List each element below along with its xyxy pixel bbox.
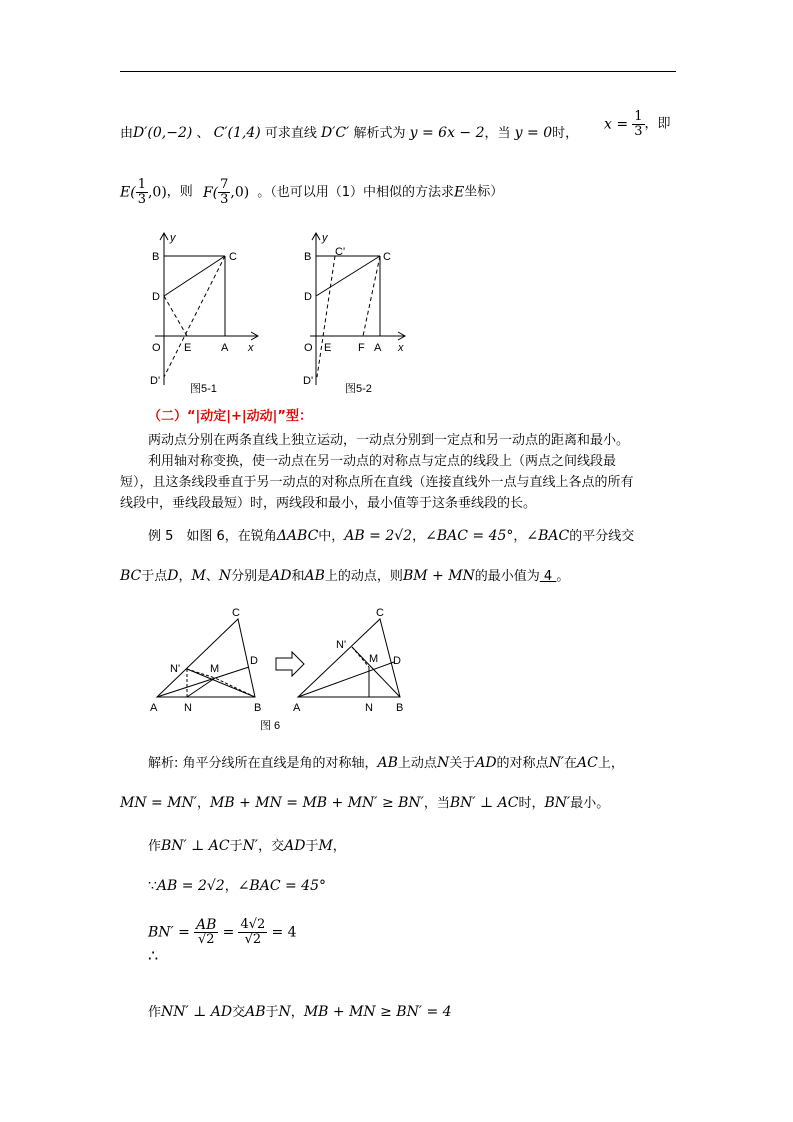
- segment-de: [164, 296, 187, 336]
- label-b: B: [304, 251, 312, 263]
- label-a: A: [221, 342, 229, 354]
- frac-e-den: 3: [137, 192, 146, 207]
- ex5-e: 的平分线交: [569, 529, 635, 544]
- because-symbol: ∵: [148, 878, 157, 894]
- ex5-j: 和: [291, 569, 305, 584]
- label-m-right: M: [369, 653, 379, 665]
- segment-bm-left: [215, 678, 255, 697]
- math-ab: AB = 2√2: [156, 878, 225, 894]
- text-shi: 时，: [552, 126, 579, 141]
- ex5-d: ，: [513, 529, 527, 544]
- paragraph-1: 两动点分别在两条直线上独立运动，一动点分别到一定点和另一动点的距离和最小。: [148, 433, 630, 448]
- caption-6: 图 6: [260, 720, 281, 732]
- math-m: M: [191, 568, 206, 584]
- label-nprime-right: N': [336, 639, 347, 651]
- frac-den: √2: [238, 932, 267, 947]
- ex5-k: 上的动点，则: [324, 569, 403, 584]
- text-jxs: 解析式为: [353, 126, 406, 141]
- math-nprime: N′: [548, 755, 564, 771]
- label-d-left: D: [250, 655, 258, 667]
- sol6-a: 作: [148, 1005, 162, 1020]
- math-cprime: C′(1,4): [213, 125, 261, 141]
- ex5-l: 的最小值为: [474, 569, 540, 584]
- label-c-right: C: [376, 607, 384, 619]
- frac-f-den: 3: [220, 192, 229, 207]
- math-ad: AD: [284, 838, 306, 854]
- label-f: F: [358, 342, 365, 354]
- arrow-transform: [276, 652, 304, 676]
- math-note-e: E: [454, 184, 465, 201]
- label-cprime: C': [335, 246, 346, 258]
- sol3-g: 于: [305, 839, 319, 854]
- math-angle2: ∠BAC: [526, 528, 570, 544]
- math-f-post: ,0): [230, 184, 250, 201]
- math-ab: AB = 2√2: [344, 528, 413, 544]
- figure-5-1: [140, 225, 270, 400]
- math-dc: D′C′: [321, 125, 350, 141]
- header-rule: [120, 71, 676, 72]
- frac-num: 1: [634, 109, 643, 124]
- text-ji: ，即: [644, 116, 671, 132]
- math-ac: AC: [577, 755, 598, 771]
- math-lhs: BN′ =: [148, 924, 190, 941]
- text-note-a: 。（也可以用（1）中相似的方法求: [257, 184, 455, 200]
- fraction-ab-sqrt2: [194, 918, 218, 947]
- label-y: y: [170, 232, 176, 244]
- math-ab2: AB: [304, 568, 325, 584]
- math-angle: ∠BAC = 45°: [425, 528, 514, 544]
- label-d: D: [152, 291, 160, 303]
- text-line-1-tail: [604, 110, 671, 139]
- frac-e-num: 1: [137, 177, 146, 192]
- text-line-1: [120, 125, 578, 142]
- sol1-f: 上，: [597, 756, 624, 771]
- paragraph-2a: 利用轴对称变换，使一动点在另一动点的对称点与定点的线段上（两点之间线段最: [148, 454, 617, 469]
- fraction-one-third: [632, 110, 644, 139]
- math-angle: ∠BAC = 45°: [237, 878, 326, 894]
- sol6-e: 于: [265, 1005, 279, 1020]
- triangle-right: [298, 619, 400, 697]
- frac-den: √2: [194, 932, 218, 947]
- fraction-e: [136, 178, 148, 207]
- ex5-b: 中，: [318, 529, 345, 544]
- math-bnprime: BN′: [544, 795, 571, 811]
- ex5-g: ，: [178, 569, 192, 584]
- section-title: （二）“|动定|+|动动|”型：: [148, 409, 312, 424]
- text-note-b: 坐标）: [464, 184, 504, 200]
- frac-f-num: 7: [220, 177, 229, 192]
- label-b-left: B: [254, 702, 262, 714]
- label-a-right: A: [293, 702, 301, 714]
- label-o: O: [152, 342, 161, 354]
- solution-line-6: [148, 1004, 452, 1021]
- math-e-pre: E(: [120, 184, 136, 201]
- math-triangle: ΔABC: [276, 528, 319, 544]
- math-n: N: [218, 568, 232, 584]
- label-c-left: C: [232, 607, 240, 619]
- label-m-left: M: [210, 663, 220, 675]
- label-b: B: [152, 251, 160, 263]
- paragraph-2b: 短），且这条线段垂直于另一动点的对称点所在直线（连接直线外一点与直线上各点的所有: [120, 475, 634, 490]
- math-expr: BM + MN: [402, 568, 475, 584]
- label-dprime: D': [303, 375, 314, 387]
- sol1-a: 解析: 角平分线所在直线是角的对称轴，: [148, 756, 378, 771]
- label-e: E: [184, 342, 192, 354]
- fraction-f: [218, 178, 230, 207]
- math-mn-eq: MN = MN′: [120, 795, 197, 811]
- math-f-pre: F(: [202, 184, 219, 201]
- label-e: E: [324, 342, 332, 354]
- solution-line-5: [148, 918, 297, 947]
- sol2-h: 最小。: [570, 796, 610, 811]
- math-rhs: = 4: [271, 924, 297, 941]
- math-ineq: MB + MN = MB + MN′ ≥ BN′: [210, 795, 424, 811]
- label-y: y: [322, 232, 328, 244]
- label-n-left: N: [184, 702, 192, 714]
- frac-num: 4√2: [240, 917, 266, 932]
- math-n: N: [436, 755, 450, 771]
- text-line-2: [120, 178, 503, 207]
- label-c: C: [229, 251, 237, 263]
- math-m: M: [318, 838, 333, 854]
- caption-5-1: 图5-1: [190, 383, 217, 395]
- label-a-left: A: [150, 702, 158, 714]
- frac-den: 3: [634, 124, 643, 139]
- caption-5-2: 图5-2: [345, 383, 372, 395]
- sol3-e: ，交: [258, 839, 285, 854]
- math-dprime: D′(0,−2): [133, 125, 193, 141]
- solution-line-1: [148, 755, 624, 772]
- ex5-a: 例 5 如图 6，在锐角: [148, 529, 277, 544]
- math-bc: BC: [120, 568, 142, 584]
- math-result: MB + MN ≥ BN′ = 4: [303, 1004, 452, 1020]
- sol1-e: 在: [564, 756, 578, 771]
- label-nprime-left: N': [170, 663, 181, 675]
- label-b-right: B: [396, 702, 404, 714]
- ex5-f: 于点: [141, 569, 168, 584]
- solution-line-2: [120, 795, 609, 812]
- ex5-h: 、: [205, 569, 219, 584]
- frac-num: AB: [196, 917, 217, 933]
- sol3-i: ，: [332, 839, 346, 854]
- figure-5-2: [295, 225, 425, 400]
- segment-dc: [316, 256, 380, 296]
- math-perp: NN′ ⊥ AD: [161, 1004, 233, 1020]
- bisector-right: [298, 662, 394, 697]
- sol4-b: ，: [224, 879, 238, 894]
- sol1-c: 关于: [449, 756, 476, 771]
- ex5-m: 。: [556, 569, 570, 584]
- label-dprime: D': [150, 375, 161, 387]
- label-x: x: [248, 342, 254, 354]
- text-sep: 、: [196, 126, 210, 141]
- example-5-line-1: [148, 528, 634, 545]
- text-you: 由: [120, 126, 134, 141]
- label-d: D: [304, 291, 312, 303]
- label-a: A: [374, 342, 382, 354]
- math-nprime: N′: [242, 838, 259, 854]
- sol6-g: ，: [290, 1005, 304, 1020]
- fraction-4sqrt2-sqrt2: [238, 918, 267, 947]
- text-kqzx: 可求直线: [264, 126, 317, 141]
- example-5-line-2: [120, 568, 569, 585]
- segment-cdprime: [164, 256, 225, 377]
- math-ad: AD: [270, 568, 292, 584]
- label-o: O: [304, 342, 313, 354]
- math-n: N: [278, 1004, 291, 1020]
- sol6-c: 交: [232, 1005, 246, 1020]
- math-perp: BN′ ⊥ AC: [161, 838, 230, 854]
- answer: 4: [539, 569, 557, 584]
- label-n-right: N: [365, 702, 373, 714]
- math-ab: AB: [377, 755, 398, 771]
- math-perp: BN′ ⊥ AC: [449, 795, 519, 811]
- paragraph-2c: 线段中，垂线段最短）时，两线段和最小，最小值等于这条垂线段的长。: [120, 496, 537, 511]
- sol3-c: 于: [229, 839, 243, 854]
- math-ad: AD: [475, 755, 497, 771]
- math-xeq: x =: [604, 116, 629, 133]
- sol1-d: 的对称点: [496, 756, 549, 771]
- label-d-right: D: [393, 655, 401, 667]
- sol1-b: 上动点: [397, 756, 437, 771]
- sol2-b: ，: [196, 796, 210, 811]
- label-c: C: [383, 251, 391, 263]
- ex5-i: 分别是: [231, 569, 271, 584]
- math-eq: =: [222, 924, 235, 941]
- segment-bnprime-left: [187, 669, 255, 697]
- segment-dc: [164, 256, 225, 296]
- label-x: x: [398, 342, 404, 354]
- therefore-symbol: ∴: [148, 946, 159, 965]
- text-dang: ，当: [484, 126, 511, 141]
- segment-cprime-dprime: [317, 256, 335, 377]
- triangle-left: [157, 619, 255, 697]
- text-ze: ，则: [166, 184, 193, 200]
- solution-line-3: [148, 838, 346, 855]
- math-line-eq: y = 6x − 2: [409, 125, 485, 141]
- solution-line-4: [148, 878, 326, 895]
- math-e-post: ,0): [147, 184, 167, 201]
- sol2-f: 时，: [518, 796, 545, 811]
- figure-6: [140, 600, 420, 735]
- segment-cf: [363, 256, 380, 336]
- math-d: D: [167, 568, 179, 584]
- sol3-a: 作: [148, 839, 162, 854]
- sol2-d: ，当: [423, 796, 450, 811]
- segment-nm-left: [187, 678, 215, 697]
- ex5-c: ，: [412, 529, 426, 544]
- math-ab: AB: [245, 1004, 266, 1020]
- math-y0: y = 0: [514, 125, 553, 141]
